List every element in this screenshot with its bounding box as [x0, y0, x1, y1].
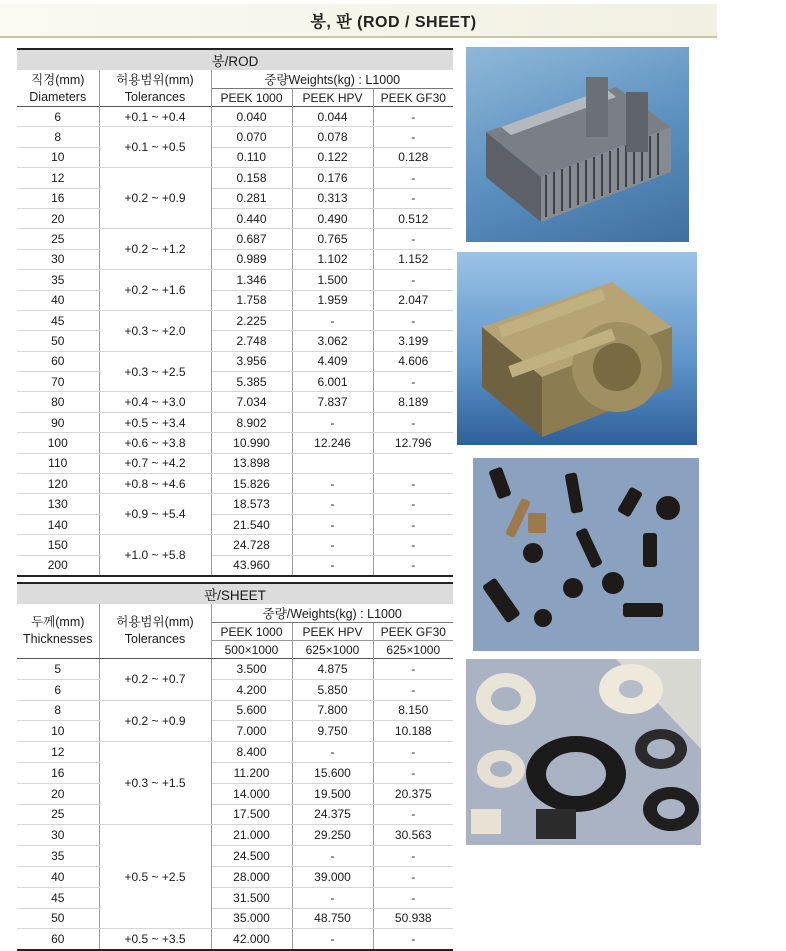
rod-diameter-cell: 110 — [17, 453, 99, 473]
sheet-size-header: 625×1000 — [386, 642, 441, 657]
rod-tolerance-cell: +0.9 ~ +5.4 — [99, 494, 211, 535]
sheet-weight-cell: 9.750 — [292, 721, 373, 742]
rod-table-row — [17, 229, 453, 249]
rod-tolerance-cell: +1.0 ~ +5.8 — [99, 535, 211, 576]
rod-diameter-cell: 45 — [17, 310, 99, 330]
rod-weight-cell: 13.898 — [211, 453, 292, 473]
rod-weight-cell: - — [373, 514, 453, 534]
sheet-thickness-cell: 16 — [17, 762, 99, 783]
rod-weight-cell: 1.102 — [292, 249, 373, 269]
sheet-weight-cell: 4.200 — [211, 679, 292, 700]
rod-weight-cell: - — [373, 555, 453, 576]
sheet-thickness-cell: 25 — [17, 804, 99, 825]
sheet-weight-cell: 39.000 — [292, 866, 373, 887]
rod-diameter-cell: 90 — [17, 412, 99, 432]
rod-weight-cell: 0.512 — [373, 208, 453, 228]
rod-tolerance-cell: +0.2 ~ +1.2 — [99, 229, 211, 270]
rod-weight-cell: 3.062 — [292, 331, 373, 351]
rod-weight-cell: 1.346 — [211, 270, 292, 290]
rod-weight-cell: 3.956 — [211, 351, 292, 371]
rod-table-row — [17, 168, 453, 188]
rod-weight-cell: - — [373, 229, 453, 249]
sheet-weight-cell: 8.150 — [373, 700, 453, 721]
rod-weight-cell: 8.189 — [373, 392, 453, 412]
sheet-grade-header: PEEK HPV — [292, 623, 373, 641]
rod-tolerance-header-en: Tolerances — [99, 89, 211, 107]
rod-tolerance-cell: +0.8 ~ +4.6 — [99, 474, 211, 494]
page-title-banner — [0, 4, 717, 38]
rod-tolerance-cell: +0.5 ~ +3.4 — [99, 412, 211, 432]
sheet-tolerance-header — [99, 604, 211, 659]
sheet-table-row — [17, 762, 453, 783]
rod-table-row — [17, 331, 453, 351]
rod-weight-cell: 3.199 — [373, 331, 453, 351]
sheet-weight-cell: 50.938 — [373, 908, 453, 929]
sheet-tolerance-header-kr: 허용범위(mm) — [116, 615, 194, 629]
rod-diameter-cell: 40 — [17, 290, 99, 310]
sheet-weight-cell: - — [373, 866, 453, 887]
rod-weight-cell: - — [373, 494, 453, 514]
rod-table-row — [17, 147, 453, 167]
sheet-table-row — [17, 866, 453, 887]
rod-weight-cell: - — [292, 310, 373, 330]
rod-tolerance-header-kr: 허용범위(mm) — [99, 70, 211, 89]
rod-table-row — [17, 372, 453, 392]
rod-table-row — [17, 290, 453, 310]
rod-weight-cell: 1.959 — [292, 290, 373, 310]
sheet-weight-cell: 48.750 — [292, 908, 373, 929]
sheet-thickness-cell: 20 — [17, 783, 99, 804]
rod-weight-cell — [373, 453, 453, 473]
rod-table-row — [17, 494, 453, 514]
rod-weight-cell: 1.500 — [292, 270, 373, 290]
rod-weight-cell: - — [373, 310, 453, 330]
sheet-table-row — [17, 659, 453, 680]
rod-weight-cell: - — [373, 412, 453, 432]
rod-diameter-header-kr: 직경(mm) — [17, 70, 99, 89]
sheet-weight-cell: - — [373, 659, 453, 680]
sheet-weight-cell: 7.000 — [211, 721, 292, 742]
gear-photo — [457, 252, 697, 445]
rod-weights-header: 중량Weights(kg) : L1000 — [211, 70, 453, 89]
rod-weight-cell: 0.989 — [211, 249, 292, 269]
sheet-table-row — [17, 887, 453, 908]
rod-weight-cell: 18.573 — [211, 494, 292, 514]
rod-diameter-cell: 25 — [17, 229, 99, 249]
rod-grade-header: PEEK 1000 — [211, 89, 292, 107]
sheet-weight-cell: 31.500 — [211, 887, 292, 908]
rod-tolerance-cell: +0.2 ~ +1.6 — [99, 270, 211, 311]
sheet-table-row — [17, 700, 453, 721]
sheet-weight-cell: - — [373, 887, 453, 908]
sheet-thickness-cell: 12 — [17, 742, 99, 763]
sheet-weight-cell: 8.400 — [211, 742, 292, 763]
rod-weight-cell — [292, 453, 373, 473]
sheet-thickness-header-en: Thicknesses — [23, 632, 93, 646]
sheet-weight-cell: 5.850 — [292, 679, 373, 700]
sheet-weight-cell: 35.000 — [211, 908, 292, 929]
sheet-table-row — [17, 679, 453, 700]
sheet-tolerance-cell: +0.5 ~ +3.5 — [99, 929, 211, 950]
rod-diameter-cell: 150 — [17, 535, 99, 555]
sheet-thickness-cell: 45 — [17, 887, 99, 908]
rod-diameter-cell: 80 — [17, 392, 99, 412]
sheet-weight-cell: 30.563 — [373, 825, 453, 846]
sheet-tolerance-cell: +0.2 ~ +0.7 — [99, 659, 211, 701]
rod-diameter-cell: 60 — [17, 351, 99, 371]
rod-weight-cell: 0.078 — [292, 127, 373, 147]
rod-weight-cell: 2.047 — [373, 290, 453, 310]
machined-parts-photo — [473, 458, 699, 651]
rod-table-row — [17, 514, 453, 534]
rod-weight-cell: 0.122 — [292, 147, 373, 167]
rod-tolerance-cell: +0.3 ~ +2.0 — [99, 310, 211, 351]
rod-weight-cell: 5.385 — [211, 372, 292, 392]
rod-grade-header: PEEK GF30 — [380, 90, 446, 105]
sheet-tolerance-cell: +0.3 ~ +1.5 — [99, 742, 211, 825]
rod-weight-cell: 1.758 — [211, 290, 292, 310]
sheet-tolerance-cell: +0.2 ~ +0.9 — [99, 700, 211, 742]
sheet-weight-cell: - — [373, 804, 453, 825]
rod-table-row — [17, 270, 453, 290]
sheet-weight-cell: 28.000 — [211, 866, 292, 887]
rod-diameter-cell: 35 — [17, 270, 99, 290]
sheet-weight-cell: 24.375 — [292, 804, 373, 825]
sheet-weight-cell: 21.000 — [211, 825, 292, 846]
sheet-weight-cell: 42.000 — [211, 929, 292, 950]
rod-diameter-cell: 70 — [17, 372, 99, 392]
rod-weight-cell: - — [373, 474, 453, 494]
sheet-grade-header: PEEK 1000 — [211, 623, 292, 641]
sheet-thickness-header-kr: 두께(mm) — [31, 615, 85, 629]
rod-weight-cell: - — [373, 535, 453, 555]
rod-weight-cell: - — [292, 514, 373, 534]
sheet-weight-cell: - — [373, 846, 453, 867]
sheet-weight-cell: - — [292, 846, 373, 867]
rod-table-row — [17, 127, 453, 147]
sheet-table-row — [17, 721, 453, 742]
sheet-table-title: 판/SHEET — [17, 583, 453, 604]
rod-weight-cell: - — [292, 494, 373, 514]
sheet-thickness-cell: 10 — [17, 721, 99, 742]
rod-weight-cell: - — [292, 474, 373, 494]
sheet-weight-cell: - — [292, 929, 373, 950]
rod-diameter-cell: 6 — [17, 107, 99, 127]
sheet-weight-cell: 14.000 — [211, 783, 292, 804]
rod-weight-cell: 2.748 — [211, 331, 292, 351]
rod-weight-cell: 4.409 — [292, 351, 373, 371]
sheet-table-row — [17, 783, 453, 804]
rod-tolerance-cell: +0.1 ~ +0.4 — [99, 107, 211, 127]
rod-diameter-cell: 10 — [17, 147, 99, 167]
rod-table-row — [17, 474, 453, 494]
rod-table-row — [17, 208, 453, 228]
sheet-weight-cell: - — [373, 762, 453, 783]
rod-table-row — [17, 310, 453, 330]
rod-weight-cell: 0.040 — [211, 107, 292, 127]
rod-weight-cell: - — [373, 270, 453, 290]
rod-table-row — [17, 249, 453, 269]
rod-weight-cell: 15.826 — [211, 474, 292, 494]
rod-weight-cell: 12.796 — [373, 433, 453, 453]
rod-diameter-cell: 120 — [17, 474, 99, 494]
rod-diameter-cell: 30 — [17, 249, 99, 269]
sheet-tolerance-header-en: Tolerances — [124, 632, 186, 646]
sheet-weight-cell: - — [373, 742, 453, 763]
bushings-rings-photo — [466, 659, 701, 845]
sheet-weight-cell: 19.500 — [292, 783, 373, 804]
sheet-table — [17, 582, 453, 951]
sheet-thickness-cell: 8 — [17, 700, 99, 721]
rod-diameter-cell: 8 — [17, 127, 99, 147]
rod-weight-cell: 6.001 — [292, 372, 373, 392]
sheet-weight-cell: 11.200 — [211, 762, 292, 783]
rod-weight-cell: 10.990 — [211, 433, 292, 453]
rod-diameter-cell: 200 — [17, 555, 99, 576]
rod-tolerance-cell: +0.6 ~ +3.8 — [99, 433, 211, 453]
sheet-weight-cell: 5.600 — [211, 700, 292, 721]
rod-weight-cell: 0.070 — [211, 127, 292, 147]
rod-diameter-cell: 16 — [17, 188, 99, 208]
sheet-weight-cell: 4.875 — [292, 659, 373, 680]
sheet-size-header: 625×1000 — [292, 641, 373, 659]
sheet-weight-cell: 20.375 — [373, 783, 453, 804]
rod-tolerance-cell: +0.7 ~ +4.2 — [99, 453, 211, 473]
rod-weight-cell: - — [373, 188, 453, 208]
sheet-thickness-cell: 6 — [17, 679, 99, 700]
sheet-weight-cell: - — [373, 929, 453, 950]
page-title: 봉, 판 (ROD / SHEET) — [310, 13, 477, 31]
sheet-thickness-cell: 5 — [17, 659, 99, 680]
sheet-table-row — [17, 742, 453, 763]
rod-weight-cell: - — [373, 372, 453, 392]
sheet-table-row — [17, 908, 453, 929]
rod-table-row — [17, 453, 453, 473]
sheet-weight-cell: 17.500 — [211, 804, 292, 825]
sheet-weight-cell: 15.600 — [292, 762, 373, 783]
rod-tolerance-cell: +0.1 ~ +0.5 — [99, 127, 211, 168]
rod-weight-cell: 21.540 — [211, 514, 292, 534]
sheet-table-row — [17, 846, 453, 867]
rod-diameter-cell: 130 — [17, 494, 99, 514]
sheet-thickness-cell: 30 — [17, 825, 99, 846]
rod-table — [17, 48, 453, 577]
sheet-thickness-cell: 35 — [17, 846, 99, 867]
rod-weight-cell: 43.960 — [211, 555, 292, 576]
sheet-table-row — [17, 804, 453, 825]
rod-table-row — [17, 535, 453, 555]
wafer-carrier-photo — [466, 47, 689, 242]
sheet-weights-header: 중량/Weights(kg) : L1000 — [211, 604, 453, 623]
rod-weight-cell: - — [292, 412, 373, 432]
rod-weight-cell: 2.225 — [211, 310, 292, 330]
rod-weight-cell: - — [373, 168, 453, 188]
sheet-table-row — [17, 825, 453, 846]
rod-diameter-header-en: Diameters — [17, 89, 99, 107]
rod-weight-cell: 0.313 — [292, 188, 373, 208]
rod-diameter-cell: 50 — [17, 331, 99, 351]
rod-table-title: 봉/ROD — [17, 49, 453, 70]
rod-diameter-cell: 20 — [17, 208, 99, 228]
rod-weight-cell: 0.128 — [373, 147, 453, 167]
rod-table-row — [17, 412, 453, 432]
sheet-thickness-cell: 60 — [17, 929, 99, 950]
sheet-tolerance-cell: +0.5 ~ +2.5 — [99, 825, 211, 929]
rod-table-row — [17, 433, 453, 453]
rod-table-row — [17, 392, 453, 412]
rod-weight-cell: 0.687 — [211, 229, 292, 249]
rod-weight-cell: 0.110 — [211, 147, 292, 167]
rod-weight-cell: 8.902 — [211, 412, 292, 432]
rod-weight-cell: 4.606 — [373, 351, 453, 371]
rod-tolerance-cell: +0.2 ~ +0.9 — [99, 168, 211, 229]
rod-diameter-cell: 12 — [17, 168, 99, 188]
rod-weight-cell: 0.440 — [211, 208, 292, 228]
rod-weight-cell: 0.281 — [211, 188, 292, 208]
rod-tolerance-cell: +0.3 ~ +2.5 — [99, 351, 211, 392]
rod-weight-cell: 7.034 — [211, 392, 292, 412]
rod-weight-cell: 0.765 — [292, 229, 373, 249]
rod-grade-header: PEEK HPV — [292, 89, 373, 107]
rod-tolerance-cell: +0.4 ~ +3.0 — [99, 392, 211, 412]
rod-weight-cell: 24.728 — [211, 535, 292, 555]
rod-weight-cell: 0.176 — [292, 168, 373, 188]
rod-weight-cell: - — [373, 127, 453, 147]
sheet-weight-cell: 7.800 — [292, 700, 373, 721]
rod-diameter-cell: 100 — [17, 433, 99, 453]
sheet-grade-header: PEEK GF30 — [373, 623, 453, 641]
rod-table-row — [17, 188, 453, 208]
sheet-thickness-cell: 50 — [17, 908, 99, 929]
rod-weight-cell: - — [292, 555, 373, 576]
rod-table-row — [17, 351, 453, 371]
rod-weight-cell: - — [373, 107, 453, 127]
rod-table-row — [17, 107, 453, 127]
sheet-weight-cell: - — [292, 887, 373, 908]
rod-weight-cell: 1.152 — [373, 249, 453, 269]
sheet-thickness-cell: 40 — [17, 866, 99, 887]
sheet-weight-cell: 10.188 — [373, 721, 453, 742]
rod-diameter-cell: 140 — [17, 514, 99, 534]
sheet-table-row — [17, 929, 453, 950]
rod-weight-cell: 0.044 — [292, 107, 373, 127]
sheet-weight-cell: - — [373, 679, 453, 700]
rod-weight-cell: 0.158 — [211, 168, 292, 188]
sheet-weight-cell: 29.250 — [292, 825, 373, 846]
rod-weight-cell: 0.490 — [292, 208, 373, 228]
rod-weight-cell: - — [292, 535, 373, 555]
sheet-weight-cell: 3.500 — [211, 659, 292, 680]
sheet-weight-cell: - — [292, 742, 373, 763]
sheet-thickness-header — [17, 604, 99, 659]
rod-table-row — [17, 555, 453, 576]
rod-weight-cell: 12.246 — [292, 433, 373, 453]
rod-weight-cell: 7.837 — [292, 392, 373, 412]
sheet-weight-cell: 24.500 — [211, 846, 292, 867]
sheet-size-header: 500×1000 — [211, 641, 292, 659]
